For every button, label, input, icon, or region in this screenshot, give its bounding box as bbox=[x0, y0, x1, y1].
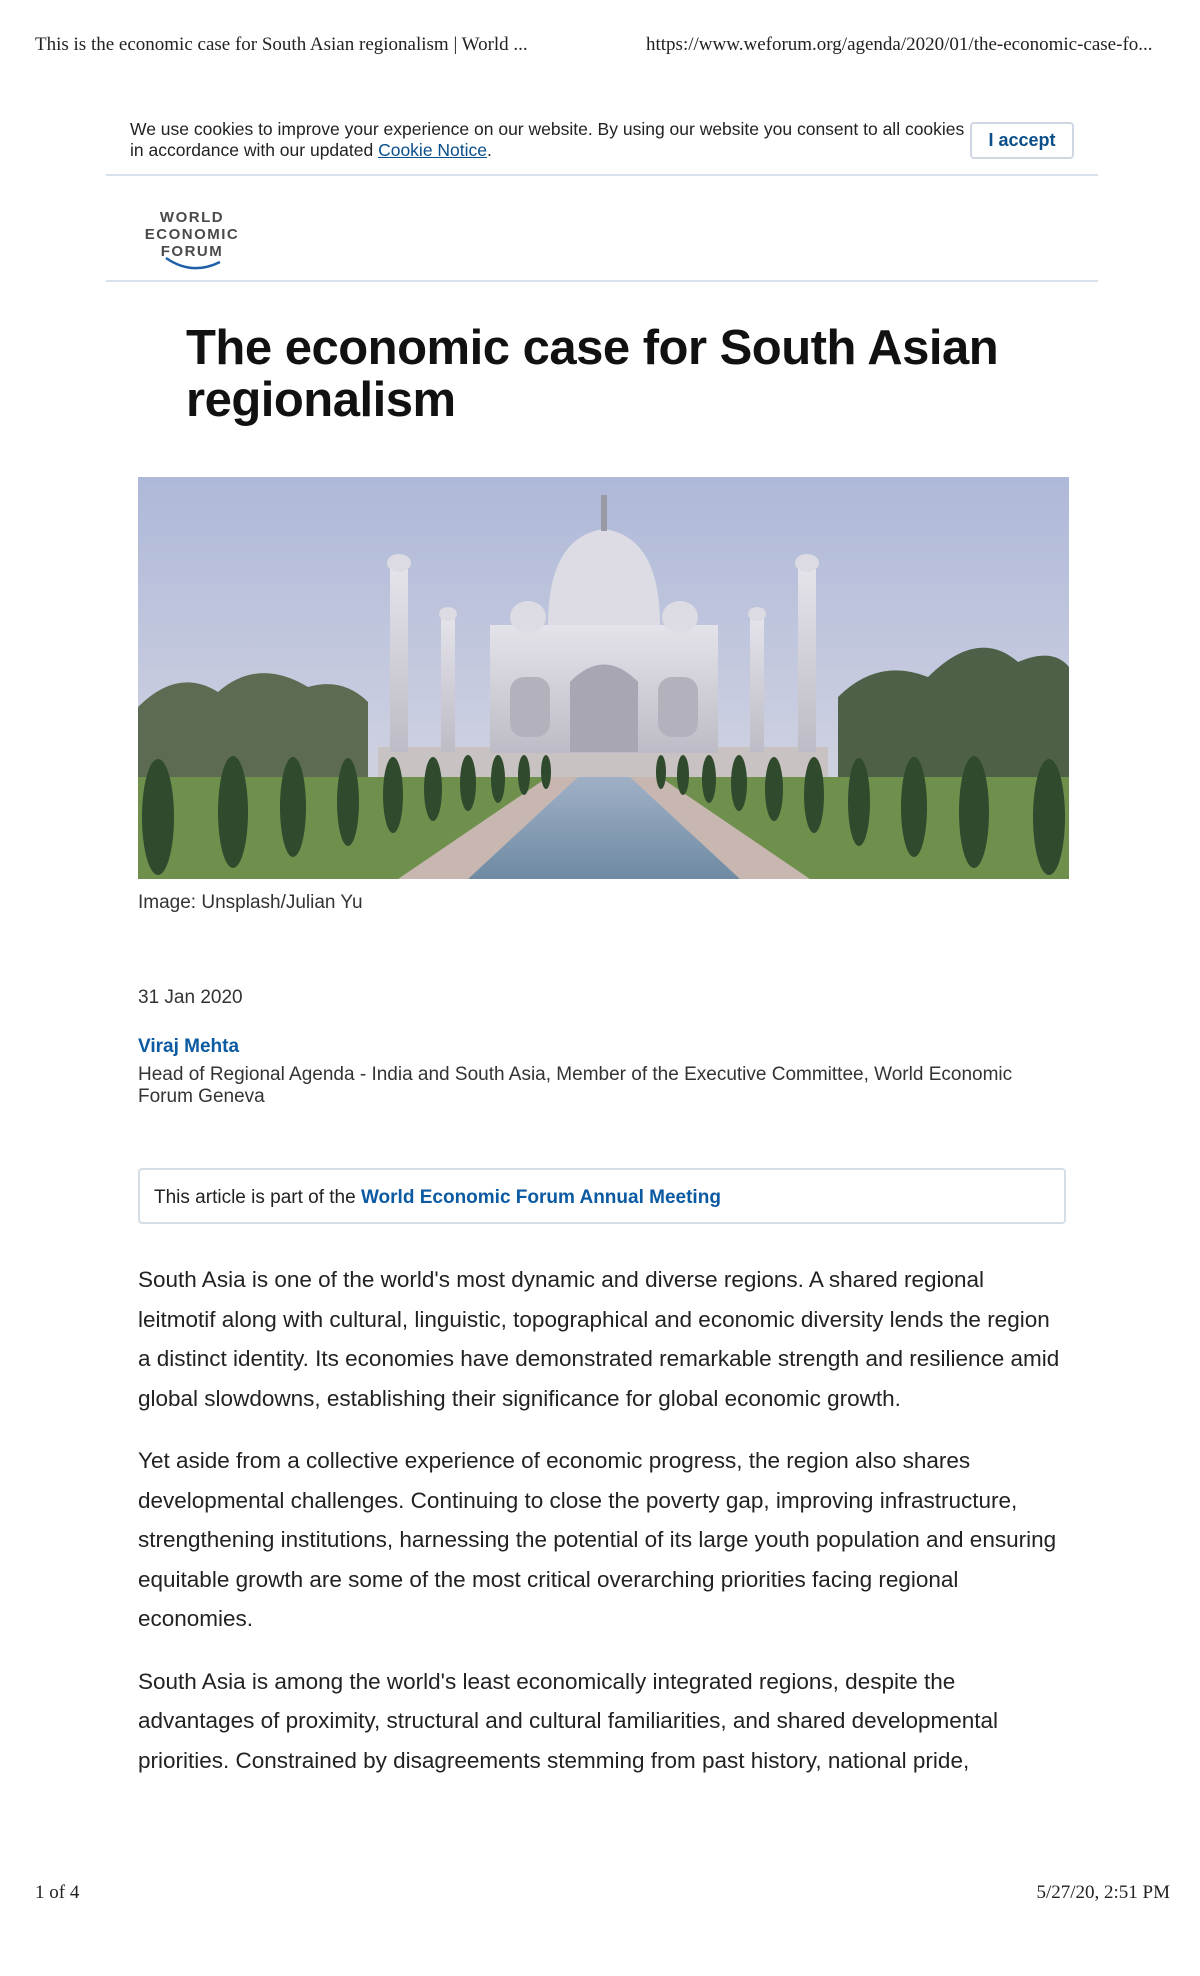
logo-line-forum: FORUM bbox=[160, 243, 224, 260]
logo-line-economic: ECONOMIC bbox=[144, 226, 240, 243]
body-paragraph: South Asia is among the world's least economically integrated regions, despite the advantages of proximity, structural and cultural familiarities, and shared developmental priorities. Constrained by disagreements stemming from past history, national pride, bbox=[138, 1668, 999, 1773]
cookie-notice-link[interactable]: Cookie Notice bbox=[378, 140, 488, 160]
image-caption: Image: Unsplash/Julian Yu bbox=[138, 892, 363, 913]
print-header bbox=[0, 0, 1200, 90]
annual-meeting-link[interactable]: World Economic Forum Annual Meeting bbox=[360, 1187, 721, 1208]
article-series-prefix: This article is part of the bbox=[154, 1187, 361, 1208]
print-timestamp: 5/27/20, 2:51 PM bbox=[1036, 1882, 1170, 1903]
body-paragraph: Yet aside from a collective experience of economic progress, the region also shares developmental challenges. Continuing to close the poverty gap, improving infrastructure, strengthening institutions, harnessing the potential of its large youth population and ensuring equitable growth are some of the most critical overarching priorities facing regional economies. bbox=[138, 1448, 1057, 1631]
author-name-link[interactable]: Viraj Mehta bbox=[138, 1036, 240, 1057]
article-series-box bbox=[138, 1168, 1066, 1224]
cookie-notice-message: We use cookies to improve your experience on our website. By using our website you consent to all cookies in accordance with our updated bbox=[130, 119, 965, 160]
author-role: Head of Regional Agenda - India and South Asia, Member of the Executive Committee, World Economic Forum Geneva bbox=[138, 1064, 1013, 1107]
print-page-url: https://www.weforum.org/agenda/2020/01/the-economic-case-fo... bbox=[646, 34, 1153, 55]
print-page-title: This is the economic case for South Asian regionalism | World ... bbox=[35, 34, 528, 55]
cookie-notice-bar bbox=[106, 110, 1098, 176]
site-header bbox=[106, 176, 1098, 282]
logo-line-world: WORLD bbox=[159, 209, 225, 226]
print-footer bbox=[0, 1882, 1200, 1922]
page-number: 1 of 4 bbox=[35, 1882, 80, 1903]
publish-date: 31 Jan 2020 bbox=[138, 987, 243, 1008]
wef-logo[interactable] bbox=[132, 192, 252, 282]
article-body bbox=[138, 1260, 1062, 1803]
accept-cookies-button[interactable]: I accept bbox=[970, 122, 1074, 159]
hero-image-taj-mahal bbox=[138, 477, 1069, 879]
cookie-notice-text bbox=[130, 119, 970, 161]
article-series-text bbox=[154, 1187, 721, 1209]
cookie-notice-suffix: . bbox=[487, 140, 492, 160]
article-title: The economic case for South Asian regionalism bbox=[186, 321, 999, 427]
body-paragraph: South Asia is one of the world's most dynamic and diverse regions. A shared regional leitmotif along with cultural, linguistic, topographical and economic diversity lends the region a distinct identity. Its economies have demonstrated remarkable strength and resilience amid global slowdowns, establishing their significance for global economic growth. bbox=[138, 1267, 1060, 1411]
